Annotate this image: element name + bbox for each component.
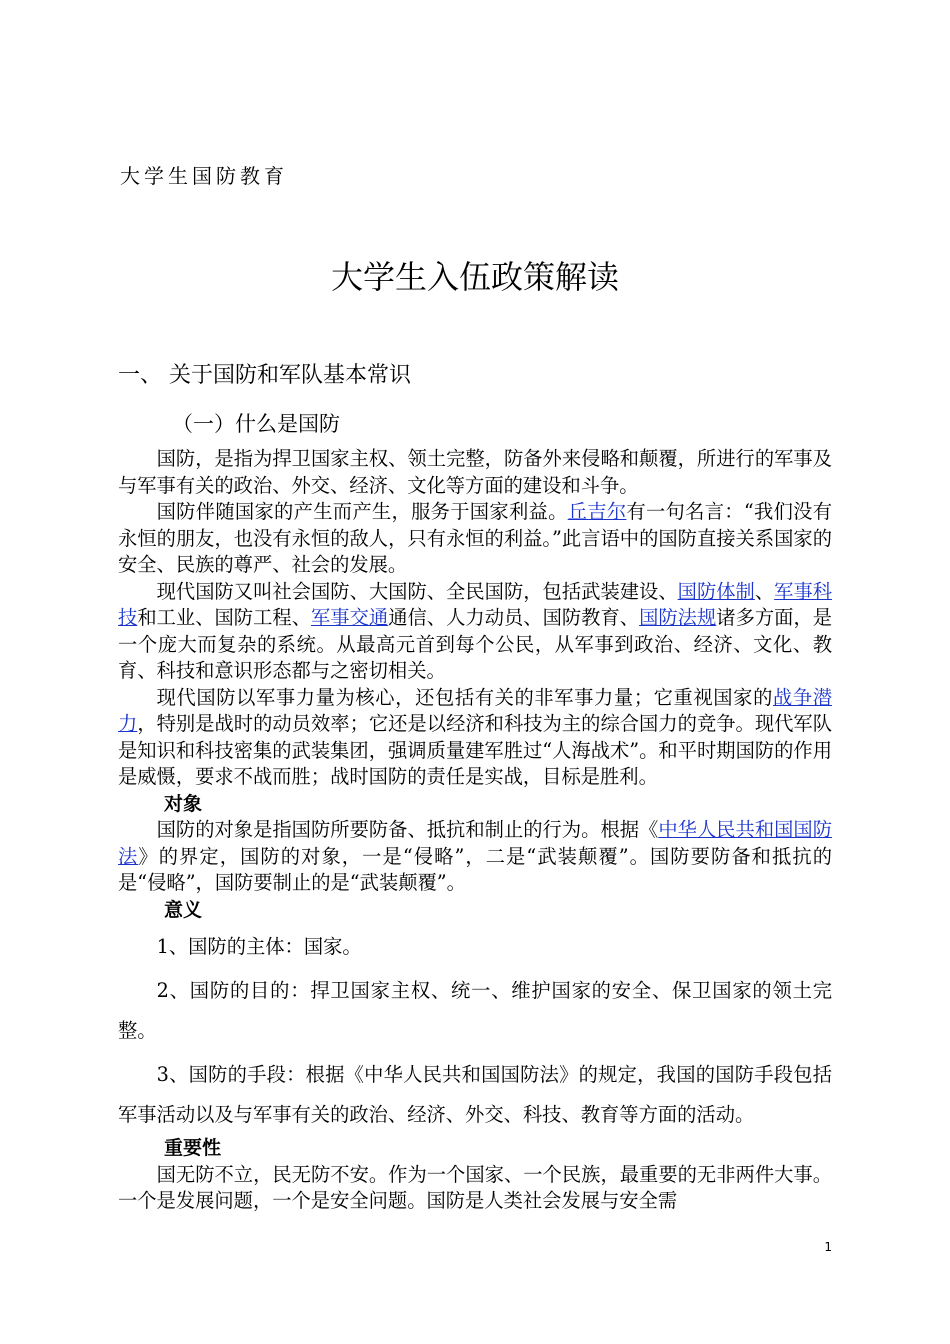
paragraph-object [118,817,832,897]
text-span: 和工业、国防工程、 [137,606,311,629]
heading-object: 对象 [164,792,203,815]
text-span: ，特别是战时的动员效率；它还是以经济和科技为主的综合国力的竞争。现代军队是知识和科技密集的武装集团，强调质量建军胜过“人海战术”。和平时期国防的作用是威慑，要求不战而胜；战时国防的责任是实战，目标是胜利。 [118,712,833,788]
heading-meaning: 意义 [164,898,203,921]
link-military-tech[interactable]: 军事科技 [118,579,833,629]
section-heading: 一、 关于国防和军队基本常识 [118,363,411,388]
list-item-purpose: 2、国防的目的：捍卫国家主权、统一、维护国家的安全、保卫国家的领土完整。 [118,979,832,1042]
text-span: 诸多方面，是一个庞大而复杂的系统。从最高元首到每个公民，从军事到政治、经济、文化、教育、科技和意识形态都与之密切相关。 [118,606,833,682]
heading-importance: 重要性 [164,1137,222,1159]
paragraph-churchill [118,499,832,579]
text-span: 国防的对象是指国防所要防备、抵抗和制止的行为。根据《 [156,818,659,841]
link-military-transport[interactable]: 军事交通 [311,606,389,629]
subsection-heading: （一）什么是国防 [172,412,340,436]
paragraph-importance: 国无防不立，民无防不安。作为一个国家、一个民族，最重要的无非两件大事。一个是发展问题，一个是安全问题。国防是人类社会发展与安全需 [118,1162,832,1212]
text-span: 通信、人力动员、国防教育、 [388,606,640,629]
page-number: 1 [824,1240,832,1254]
document-header-title: 大学生国防教育 [120,164,288,188]
text-span: 》的界定，国防的对象，一是“侵略”，二是“武装颠覆”。国防要防备和抵抗的是“侵略”，国防要制止的是“武装颠覆”。 [118,844,833,894]
list-item-means: 3、国防的手段：根据《中华人民共和国国防法》的规定，我国的国防手段包括军事活动以及与军事有关的政治、经济、外交、科技、教育等方面的活动。 [118,1063,832,1126]
link-defense-system[interactable]: 国防体制 [677,579,755,603]
link-churchill[interactable]: 丘吉尔 [567,500,627,523]
link-defense-law-prc[interactable]: 中华人民共和国国防法 [118,818,833,868]
text-span: 国防伴随国家的产生而产生，服务于国家利益。 [156,500,568,523]
document-body [118,446,832,1215]
text-span: 有一句名言：“我们没有永恒的朋友，也没有永恒的敌人，只有永恒的利益。”此言语中的国防直接关系国家的安全、民族的尊严、社会的发展。 [118,500,833,576]
paragraph-military-core [118,685,832,791]
document-title: 大学生入伍政策解读 [330,258,619,296]
link-war-potential[interactable]: 战争潜力 [118,685,832,735]
list-item-subject: 1、国防的主体：国家。 [156,935,362,958]
paragraph-definition: 国防，是指为捍卫国家主权、领土完整，防备外来侵略和颠覆，所进行的军事及与军事有关的政治、外交、经济、文化等方面的建设和斗争。 [118,447,832,497]
text-span: 现代国防又叫社会国防、大国防、全民国防，包括武装建设、 [156,579,678,603]
text-span: 现代国防以军事力量为核心，还包括有关的非军事力量；它重视国家的 [156,685,773,709]
paragraph-modern-defense [118,579,832,685]
text-span: 、 [754,579,775,603]
link-defense-law[interactable]: 国防法规 [639,606,717,629]
